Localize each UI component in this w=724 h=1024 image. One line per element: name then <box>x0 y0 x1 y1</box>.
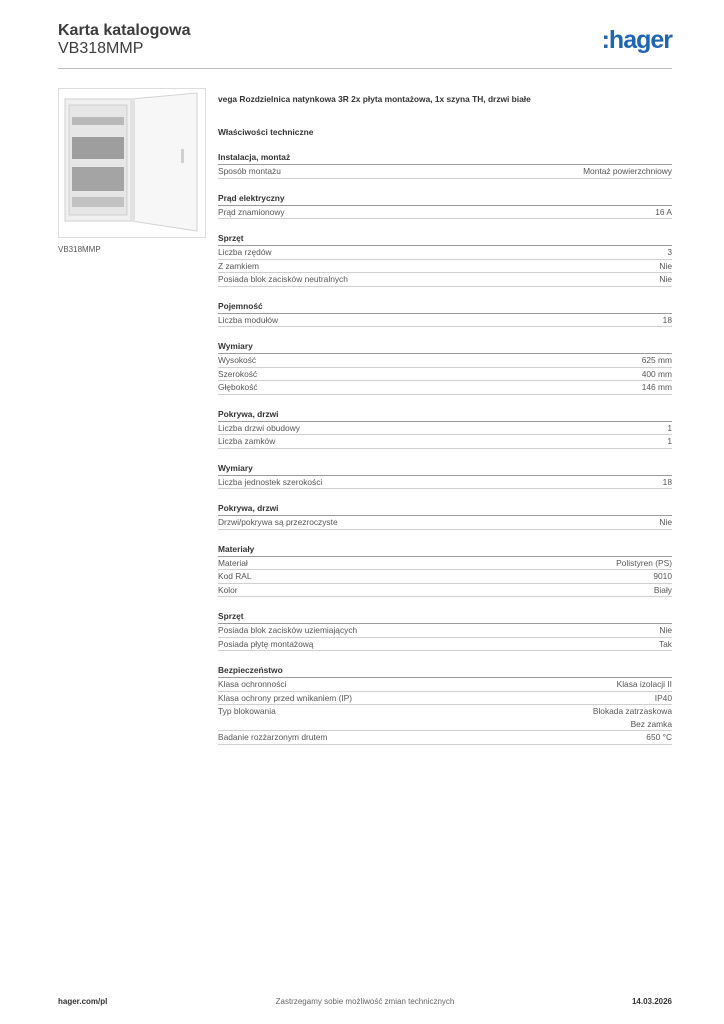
spec-label: Liczba jednostek szerokości <box>218 476 323 487</box>
spec-value <box>642 368 672 381</box>
spec-value-line: Montaż powierzchniowy <box>583 166 672 176</box>
spec-group-title: Wymiary <box>218 339 672 354</box>
spec-label: Głębokość <box>218 382 258 392</box>
spec-row <box>218 678 672 692</box>
spec-value <box>583 165 672 178</box>
spec-value-line: Blokada zatrzaskowa <box>592 706 672 716</box>
spec-value <box>659 260 672 273</box>
spec-row <box>218 165 672 179</box>
spec-value <box>616 557 672 570</box>
spec-value <box>653 570 672 583</box>
spec-value-line: Klasa izolacji II <box>616 679 672 689</box>
spec-value-line: Polistyren (PS) <box>616 557 672 568</box>
spec-value-line: 9010 <box>653 571 672 581</box>
spec-row <box>218 476 672 490</box>
spec-row <box>218 246 672 260</box>
spec-value <box>659 516 672 529</box>
spec-group-title: Instalacja, montaż <box>218 150 672 165</box>
spec-value-line: Nie <box>659 260 672 271</box>
spec-value <box>663 314 672 327</box>
spec-value <box>654 584 672 597</box>
spec-value-line: Nie <box>659 517 672 527</box>
spec-group-title: Sprzęt <box>218 609 672 624</box>
spec-value-line: IP40 <box>654 692 672 703</box>
spec-value <box>659 638 672 651</box>
spec-value <box>655 206 672 219</box>
spec-row <box>218 422 672 436</box>
spec-value-line: 625 mm <box>641 355 672 365</box>
document-title: Karta katalogowa <box>58 22 191 39</box>
spec-group-title: Wymiary <box>218 461 672 476</box>
spec-label: Kolor <box>218 584 238 595</box>
spec-value-line: 18 <box>662 314 672 325</box>
page-footer <box>58 997 672 1009</box>
spec-group <box>218 501 672 530</box>
spec-label: Szerokość <box>218 368 258 379</box>
spec-label: Posiada blok zacisków neutralnych <box>218 274 348 284</box>
spec-group-title: Bezpieczeństwo <box>218 663 672 678</box>
spec-group <box>218 542 672 598</box>
spec-value <box>617 678 672 691</box>
spec-value-line: 18 <box>662 476 672 487</box>
spec-row <box>218 638 672 652</box>
spec-label: Wysokość <box>218 355 257 365</box>
spec-row <box>218 435 672 449</box>
spec-group <box>218 150 672 179</box>
spec-value <box>667 435 672 448</box>
spec-value <box>659 624 672 637</box>
spec-value-line: 1 <box>667 422 672 433</box>
spec-row <box>218 314 672 328</box>
spec-group-title: Prąd elektryczny <box>218 191 672 206</box>
spec-label: Prąd znamionowy <box>218 206 285 217</box>
spec-row <box>218 692 672 706</box>
spec-value-line: Nie <box>659 625 672 635</box>
spec-group-title: Materiały <box>218 542 672 557</box>
spec-group-title: Pokrywa, drzwi <box>218 501 672 516</box>
spec-label: Badanie rozżarzonym drutem <box>218 732 328 742</box>
footer-website[interactable]: hager.com/pl <box>58 997 108 1006</box>
spec-value-line: Biały <box>653 584 672 595</box>
spec-value <box>659 273 672 286</box>
spec-row <box>218 354 672 368</box>
spec-label: Liczba rzędów <box>218 247 272 257</box>
spec-row <box>218 273 672 287</box>
spec-label: Sposób montażu <box>218 166 281 176</box>
footer-date: 14.03.2026 <box>631 997 672 1006</box>
spec-row <box>218 570 672 584</box>
spec-group <box>218 407 672 449</box>
page-header <box>58 20 672 68</box>
spec-label: Posiada blok zacisków uziemiających <box>218 625 358 635</box>
spec-value-line: 146 mm <box>641 382 672 392</box>
spec-label: Kod RAL <box>218 571 252 581</box>
spec-label: Liczba zamków <box>218 436 276 446</box>
spec-label: Liczba modułów <box>218 314 279 325</box>
spec-row <box>218 731 672 745</box>
product-code: VB318MMP <box>58 40 144 57</box>
spec-section-title: Właściwości techniczne <box>218 127 314 137</box>
spec-groups <box>218 150 672 745</box>
distribution-board-illustration <box>59 89 205 237</box>
spec-value <box>655 692 672 705</box>
spec-value <box>667 246 672 259</box>
spec-group <box>218 231 672 287</box>
spec-group <box>218 299 672 328</box>
spec-value <box>646 731 672 744</box>
spec-group-title: Pokrywa, drzwi <box>218 407 672 422</box>
spec-group <box>218 461 672 490</box>
spec-label: Posiada płytę montażową <box>218 638 314 649</box>
spec-row <box>218 516 672 530</box>
header-divider <box>58 68 672 69</box>
spec-group-title: Pojemność <box>218 299 672 314</box>
product-image <box>58 88 206 238</box>
spec-value-line: Nie <box>659 274 672 284</box>
spec-value <box>663 476 672 489</box>
technical-specification <box>218 93 672 745</box>
spec-group <box>218 339 672 395</box>
spec-row <box>218 584 672 598</box>
spec-label: Drzwi/pokrywa są przezroczyste <box>218 517 338 527</box>
spec-row <box>218 557 672 571</box>
spec-row <box>218 206 672 220</box>
spec-row <box>218 381 672 395</box>
spec-value <box>642 381 672 394</box>
spec-label: Z zamkiem <box>218 260 259 271</box>
spec-value-line: Bez zamka <box>630 718 672 729</box>
spec-value-line: 16 A <box>655 206 672 217</box>
spec-label: Klasa ochronności <box>218 679 287 689</box>
spec-value-line: Tak <box>658 638 672 649</box>
spec-group <box>218 609 672 651</box>
spec-value-line: 650 °C <box>646 732 672 742</box>
spec-value-line: 400 mm <box>641 368 672 379</box>
spec-value-line: 3 <box>667 247 672 257</box>
hager-logo: :hager <box>601 26 672 54</box>
spec-row <box>218 705 672 731</box>
spec-label: Typ blokowania <box>218 706 276 716</box>
spec-group-title: Sprzęt <box>218 231 672 246</box>
spec-group <box>218 191 672 220</box>
spec-row <box>218 260 672 274</box>
spec-label: Materiał <box>218 557 248 568</box>
product-description: vega Rozdzielnica natynkowa 3R 2x płyta montażowa, 1x szyna TH, drzwi białe <box>218 94 531 104</box>
footer-disclaimer: Zastrzegamy sobie możliwość zmian technicznych <box>275 997 455 1006</box>
spec-value-line: 1 <box>667 436 672 446</box>
spec-value <box>642 354 672 367</box>
spec-row <box>218 624 672 638</box>
spec-row <box>218 368 672 382</box>
spec-group <box>218 663 672 745</box>
spec-value <box>593 705 672 730</box>
product-image-caption: VB318MMP <box>58 245 101 254</box>
spec-value <box>667 422 672 435</box>
spec-label: Liczba drzwi obudowy <box>218 422 300 433</box>
spec-label: Klasa ochrony przed wnikaniem (IP) <box>218 692 353 703</box>
